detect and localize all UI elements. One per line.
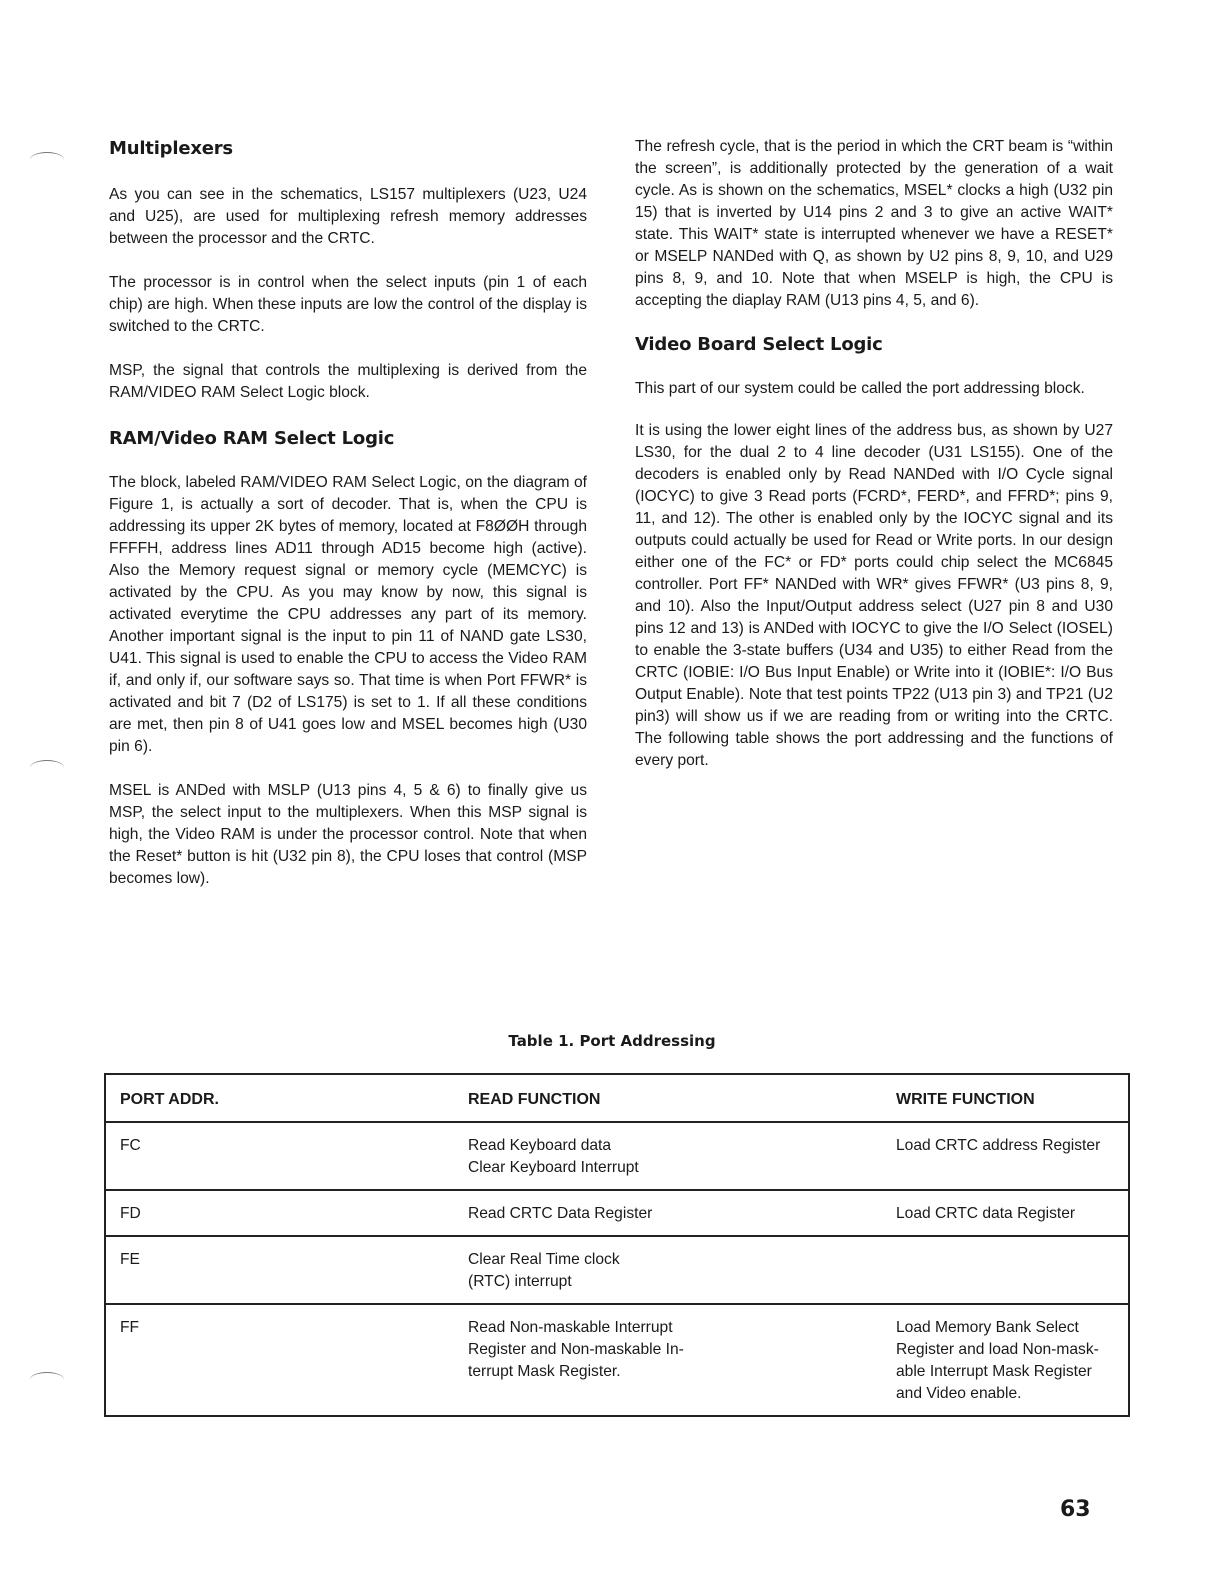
cell-write-function — [882, 1190, 1129, 1236]
table-row — [105, 1190, 1129, 1236]
heading-video-board-select-logic: Video Board Select Logic — [635, 334, 883, 355]
heading-ram-select-logic: RAM/Video RAM Select Logic — [109, 428, 395, 449]
cell-read-function — [454, 1190, 882, 1236]
cell-port-addr: FC — [105, 1122, 454, 1190]
port-addressing-table — [104, 1073, 1130, 1417]
cell-write-function — [882, 1236, 1129, 1304]
cell-port-addr: FE — [105, 1236, 454, 1304]
cell-read-function — [454, 1236, 882, 1304]
write-function-line: Load CRTC address Register — [896, 1137, 1101, 1154]
paragraph-refresh-cycle: The refresh cycle, that is the period in which the CRT beam is “within the screen”, is additionally protected by the generation of a wait cycle. As is shown on the schematics, MSEL* clocks a high (U32 pin 15) that is inverted by U14 pins 2 and 3 to give an active WAIT* state. This WAIT* state is interrupted whenever we have a RESET* or MSELP NANDed with Q, as shown by U2 pins 8, 9, 10, and U29 pins 8, 9, and 10. Note that when MSELP is high, the CPU is accepting the diaplay RAM (U13 pins 4, 5, and 6). — [635, 138, 1113, 309]
header-port-addr: PORT ADDR. — [105, 1074, 454, 1122]
cell-write-function — [882, 1304, 1129, 1416]
write-function-line: and Video enable. — [896, 1385, 1022, 1402]
read-function-line: Read Non-maskable Interrupt — [468, 1319, 673, 1336]
table-body — [105, 1122, 1129, 1416]
cell-read-function — [454, 1304, 882, 1416]
paragraph-mux-3: MSP, the signal that controls the multiplexing is derived from the RAM/VIDEO RAM Select Logic block. — [109, 362, 587, 401]
table-row — [105, 1236, 1129, 1304]
write-function-line: Register and load Non-mask- — [896, 1341, 1099, 1358]
paragraph-ram-1: The block, labeled RAM/VIDEO RAM Select Logic, on the diagram of Figure 1, is actually a sort of decoder. That is, when the CPU is addressing its upper 2K bytes of memory, located at F8ØØH through FFFFH, address lines AD11 through AD15 become high (active). Also the Memory request signal or memory cycle (MEMCYC) is activated by the CPU. As you may know by now, this signal is activated everytime the CPU addresses any part of its memory. Another important signal is the input to pin 11 of NAND gate LS30, U41. This signal is used to enable the CPU to access the Video RAM if, and only if, our software says so. That time is when Port FFWR* is activated and bit 7 (D2 of LS175) is set to 1. If all these conditions are met, then pin 8 of U41 goes low and MSEL becomes high (U30 pin 6). — [109, 474, 587, 755]
scan-mark — [30, 1372, 64, 1387]
table-row — [105, 1304, 1129, 1416]
paragraph-ram-2: MSEL is ANDed with MSLP (U13 pins 4, 5 & 6) to finally give us MSP, the select input to the multiplexers. When this MSP signal is high, the Video RAM is under the processor control. Note that when the Reset* button is hit (U32 pin 8), the CPU loses that control (MSP becomes low). — [109, 782, 587, 887]
scan-mark — [30, 760, 64, 775]
table-header-row — [105, 1074, 1129, 1122]
scan-mark — [30, 152, 64, 167]
paragraph-video-2: It is using the lower eight lines of the address bus, as shown by U27 LS30, for the dual 2 to 4 line decoder (U31 LS155). One of the decoders is enabled only by Read NANDed with I/O Cycle signal (IOCYC) to give 3 Read ports (FCRD*, FERD*, and FFRD*; pins 9, 11, and 12). The other is enabled only by the IOCYC signal and its outputs could actually be used for Read or Write ports. In our design either one of the FC* or FD* ports could chip select the MC6845 controller. Port FF* NANDed with WR* gives FFWR* (U3 pins 8, 9, and 10). Also the Input/Output address select (U27 pin 8 and U30 pins 12 and 13) is ANDed with IOCYC to give the I/O Select (IOSEL) to enable the 3-state buffers (U34 and U35) to either Read from the CRTC (IOBIE: I/O Bus Input Enable) or Write into it (IOBIE*: I/O Bus Output Enable). Note that test points TP22 (U13 pin 3) and TP21 (U2 pin3) will show us if we are reading from or writing into the CRTC. The following table shows the port addressing and the functions of every port. — [635, 422, 1113, 769]
read-function-line: Clear Real Time clock — [468, 1251, 620, 1268]
left-column — [109, 136, 587, 912]
cell-write-function — [882, 1122, 1129, 1190]
paragraph-mux-1: As you can see in the schematics, LS157 multiplexers (U23, U24 and U25), are used for multiplexing refresh memory addresses between the processor and the CRTC. — [109, 186, 587, 247]
write-function-line: able Interrupt Mask Register — [896, 1363, 1092, 1380]
read-function-line: Read CRTC Data Register — [468, 1205, 653, 1222]
write-function-line: Load CRTC data Register — [896, 1205, 1076, 1222]
read-function-line: terrupt Mask Register. — [468, 1363, 621, 1380]
read-function-line: Clear Keyboard Interrupt — [468, 1159, 639, 1176]
paragraph-video-1: This part of our system could be called the port addressing block. — [635, 380, 1085, 397]
write-function-line: Load Memory Bank Select — [896, 1319, 1079, 1336]
cell-port-addr: FD — [105, 1190, 454, 1236]
heading-multiplexers: Multiplexers — [109, 138, 233, 159]
right-column — [635, 136, 1113, 772]
paragraph-mux-2: The processor is in control when the select inputs (pin 1 of each chip) are high. When these inputs are low the control of the display is switched to the CRTC. — [109, 274, 587, 335]
header-write-function: WRITE FUNCTION — [882, 1074, 1129, 1122]
table-caption: Table 1. Port Addressing — [508, 1032, 716, 1050]
read-function-line: Read Keyboard data — [468, 1137, 612, 1154]
page-number: 63 — [1060, 1497, 1091, 1522]
table-row — [105, 1122, 1129, 1190]
header-read-function: READ FUNCTION — [454, 1074, 882, 1122]
read-function-line: (RTC) interrupt — [468, 1273, 572, 1290]
cell-read-function — [454, 1122, 882, 1190]
read-function-line: Register and Non-maskable In- — [468, 1341, 684, 1358]
cell-port-addr: FF — [105, 1304, 454, 1416]
